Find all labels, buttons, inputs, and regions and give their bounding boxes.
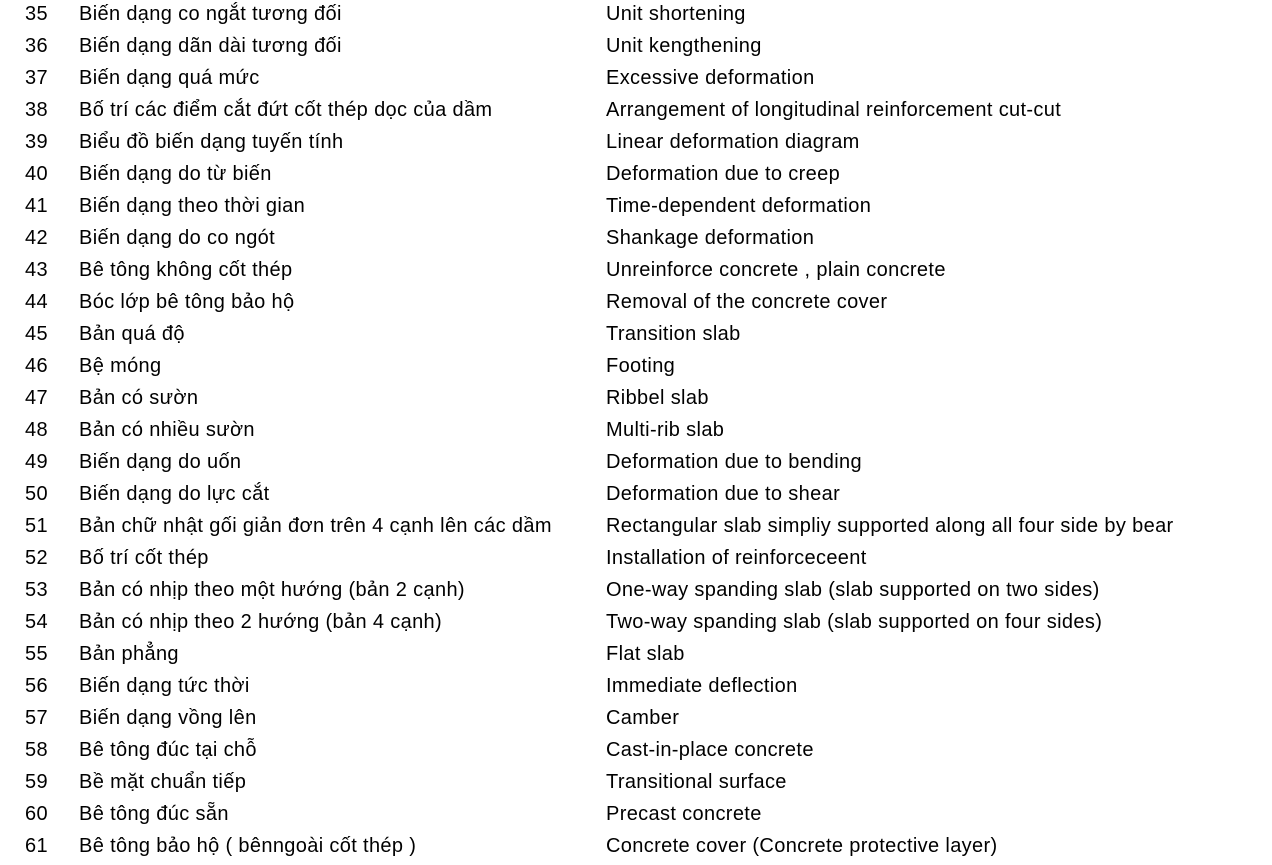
term-number: 58 <box>25 739 48 761</box>
english-term: Multi-rib slab <box>606 419 725 441</box>
term-number: 56 <box>25 675 48 697</box>
english-term: Flat slab <box>606 643 685 665</box>
english-term: Deformation due to creep <box>606 163 841 185</box>
english-term: Rectangular slab simpliy supported along all four side by bear <box>606 515 1174 537</box>
vietnamese-term: Biến dạng do từ biến <box>79 163 272 185</box>
glossary-row <box>0 449 1272 481</box>
glossary-row <box>0 353 1272 385</box>
vietnamese-term: Bản có nhiều sườn <box>79 419 255 441</box>
term-number: 55 <box>25 643 48 665</box>
vietnamese-term: Bố trí cốt thép <box>79 547 209 569</box>
english-term: Transition slab <box>606 323 741 345</box>
term-number: 54 <box>25 611 48 633</box>
term-number: 57 <box>25 707 48 729</box>
english-term: One-way spanding slab (slab supported on two sides) <box>606 579 1100 601</box>
term-number: 46 <box>25 355 48 377</box>
vietnamese-term: Biến dạng do co ngót <box>79 227 276 249</box>
term-number: 50 <box>25 483 48 505</box>
english-term: Unit shortening <box>606 3 746 25</box>
glossary-row <box>0 705 1272 737</box>
english-term: Two-way spanding slab (slab supported on four sides) <box>606 611 1103 633</box>
vietnamese-term: Bản có nhịp theo 2 hướng (bản 4 cạnh) <box>79 611 443 633</box>
english-term: Linear deformation diagram <box>606 131 860 153</box>
term-number: 53 <box>25 579 48 601</box>
glossary-row <box>0 513 1272 545</box>
vietnamese-term: Bê tông đúc sẵn <box>79 803 229 825</box>
term-number: 43 <box>25 259 48 281</box>
glossary-row <box>0 545 1272 577</box>
term-number: 47 <box>25 387 48 409</box>
english-term: Ribbel slab <box>606 387 709 409</box>
glossary-row <box>0 129 1272 161</box>
english-term: Deformation due to bending <box>606 451 862 473</box>
glossary-row <box>0 97 1272 129</box>
glossary-row <box>0 321 1272 353</box>
vietnamese-term: Bản có nhịp theo một hướng (bản 2 cạnh) <box>79 579 465 601</box>
term-number: 59 <box>25 771 48 793</box>
english-term: Shankage deformation <box>606 227 815 249</box>
english-term: Footing <box>606 355 676 377</box>
vietnamese-term: Bê tông không cốt thép <box>79 259 293 281</box>
term-number: 41 <box>25 195 48 217</box>
english-term: Installation of reinforceceent <box>606 547 867 569</box>
glossary-row <box>0 737 1272 769</box>
vietnamese-term: Bản chữ nhật gối giản đơn trên 4 cạnh lên các dầm <box>79 515 552 537</box>
glossary-row <box>0 801 1272 833</box>
vietnamese-term: Bê tông bảo hộ ( bênngoài cốt thép ) <box>79 835 417 857</box>
vietnamese-term: Biến dạng do uốn <box>79 451 242 473</box>
term-number: 37 <box>25 67 48 89</box>
vietnamese-term: Biểu đồ biến dạng tuyến tính <box>79 131 344 153</box>
term-number: 51 <box>25 515 48 537</box>
vietnamese-term: Bố trí các điểm cắt đứt cốt thép dọc của dầm <box>79 99 493 121</box>
vietnamese-term: Bóc lớp bê tông bảo hộ <box>79 291 295 313</box>
vietnamese-term: Bê tông đúc tại chỗ <box>79 739 257 761</box>
vietnamese-term: Biến dạng tức thời <box>79 675 250 697</box>
glossary-row <box>0 1 1272 33</box>
english-term: Arrangement of longitudinal reinforcement cut-cut <box>606 99 1062 121</box>
term-number: 39 <box>25 131 48 153</box>
glossary-row <box>0 673 1272 705</box>
glossary-row <box>0 641 1272 673</box>
vietnamese-term: Bản phẳng <box>79 643 179 665</box>
glossary-row <box>0 481 1272 513</box>
glossary-row <box>0 769 1272 801</box>
term-number: 36 <box>25 35 48 57</box>
term-number: 52 <box>25 547 48 569</box>
vietnamese-term: Bản quá độ <box>79 323 185 345</box>
term-number: 35 <box>25 3 48 25</box>
english-term: Transitional surface <box>606 771 787 793</box>
glossary-row <box>0 225 1272 257</box>
english-term: Excessive deformation <box>606 67 815 89</box>
english-term: Cast-in-place concrete <box>606 739 814 761</box>
term-number: 45 <box>25 323 48 345</box>
term-number: 61 <box>25 835 48 857</box>
glossary-row <box>0 161 1272 193</box>
glossary-row <box>0 385 1272 417</box>
glossary-row <box>0 833 1272 865</box>
term-number: 42 <box>25 227 48 249</box>
vietnamese-term: Biến dạng vồng lên <box>79 707 257 729</box>
english-term: Immediate deflection <box>606 675 798 697</box>
english-term: Deformation due to shear <box>606 483 841 505</box>
glossary-row <box>0 193 1272 225</box>
term-number: 40 <box>25 163 48 185</box>
glossary-row <box>0 33 1272 65</box>
glossary-row <box>0 257 1272 289</box>
term-number: 60 <box>25 803 48 825</box>
term-number: 44 <box>25 291 48 313</box>
vietnamese-term: Bản có sườn <box>79 387 199 409</box>
vietnamese-term: Biến dạng do lực cắt <box>79 483 270 505</box>
vietnamese-term: Biến dạng quá mức <box>79 67 260 89</box>
english-term: Unreinforce concrete , plain concrete <box>606 259 946 281</box>
glossary-row <box>0 609 1272 641</box>
english-term: Removal of the concrete cover <box>606 291 888 313</box>
glossary-row <box>0 65 1272 97</box>
term-number: 38 <box>25 99 48 121</box>
glossary-row <box>0 417 1272 449</box>
vietnamese-term: Biến dạng theo thời gian <box>79 195 306 217</box>
vietnamese-term: Biến dạng co ngắt tương đối <box>79 3 342 25</box>
term-number: 48 <box>25 419 48 441</box>
english-term: Camber <box>606 707 680 729</box>
english-term: Unit kengthening <box>606 35 762 57</box>
vietnamese-term: Bề mặt chuẩn tiếp <box>79 771 247 793</box>
glossary-row <box>0 289 1272 321</box>
vietnamese-term: Biến dạng dãn dài tương đối <box>79 35 342 57</box>
english-term: Precast concrete <box>606 803 762 825</box>
vietnamese-term: Bệ móng <box>79 355 162 377</box>
glossary-row <box>0 577 1272 609</box>
term-number: 49 <box>25 451 48 473</box>
english-term: Concrete cover (Concrete protective layer) <box>606 835 998 857</box>
english-term: Time-dependent deformation <box>606 195 872 217</box>
